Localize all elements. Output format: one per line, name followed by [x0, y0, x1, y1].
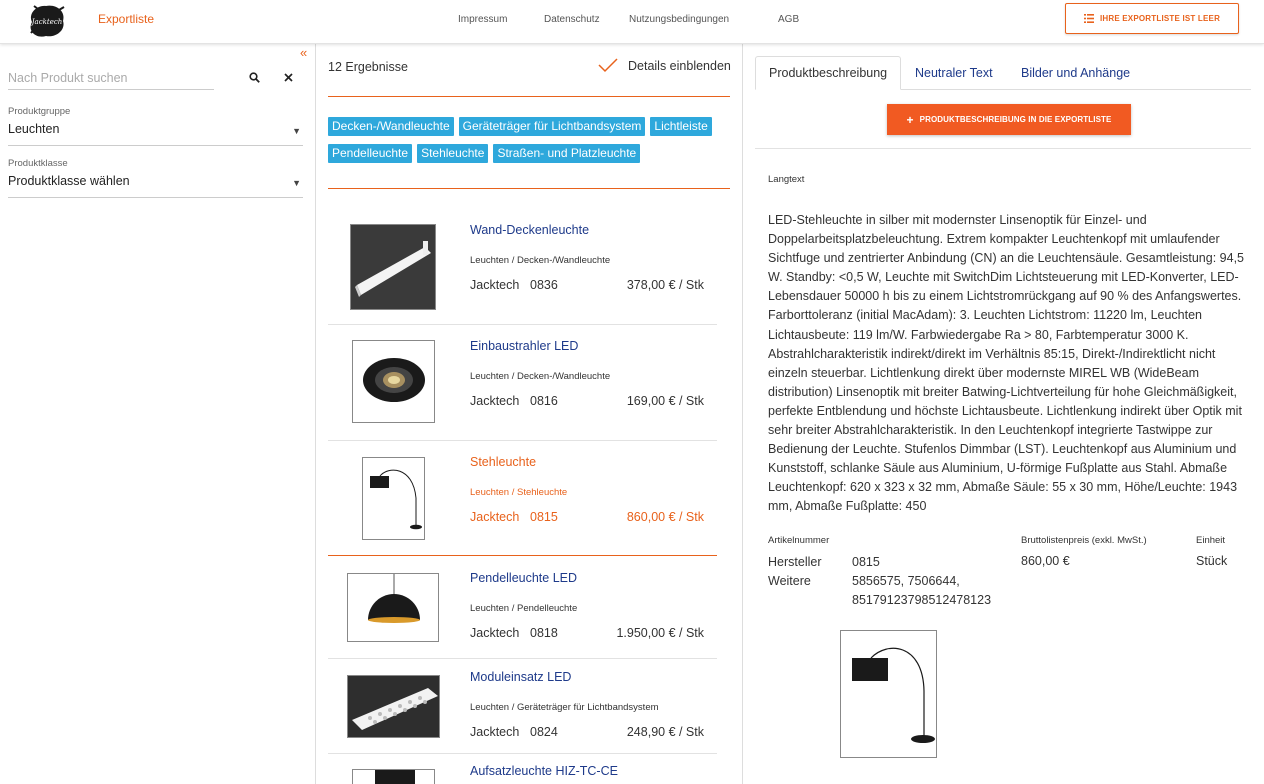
product-detail-panel	[743, 44, 1264, 784]
product-class-select[interactable]	[8, 174, 303, 198]
results-panel	[316, 44, 743, 784]
divider	[755, 148, 1251, 149]
product-class-label: Produktklasse	[8, 158, 68, 169]
product-thumbnail	[352, 340, 435, 423]
search-icon[interactable]	[246, 69, 262, 85]
further-value-line2: 8517912379851247812​3	[852, 593, 992, 607]
product-group-value: Leuchten	[8, 122, 60, 136]
item-title[interactable]: Aufsatzleuchte HIZ-TC-CE	[470, 764, 618, 778]
item-article-number: 0815	[530, 510, 558, 524]
list-icon	[1084, 14, 1094, 23]
chevron-down-icon: ▼	[292, 178, 301, 188]
item-price: 860,00 € / Stk	[626, 510, 704, 524]
item-category: Leuchten / Geräteträger für Lichtbandsystem	[470, 702, 659, 713]
tab-neutraler-text[interactable]: Neutraler Text	[915, 66, 993, 80]
item-price: 169,00 € / Stk	[626, 394, 704, 408]
item-article-number: 0836	[530, 278, 558, 292]
product-image[interactable]	[840, 630, 937, 758]
tab-bilder-anhaenge[interactable]: Bilder und Anhänge	[1021, 66, 1131, 80]
details-toggle-label: Details einblenden	[628, 58, 731, 73]
chip-stehleuchte[interactable]: Stehleuchte	[417, 144, 488, 163]
item-brand: Jacktech	[470, 725, 520, 739]
chip-decken-wandleuchte[interactable]: Decken-/Wandleuchte	[328, 117, 454, 136]
brand-logo[interactable]	[26, 2, 68, 40]
result-item[interactable]	[328, 659, 717, 754]
tab-produktbeschreibung[interactable]: Produktbeschreibung	[755, 56, 901, 90]
unit-label: Einheit	[1196, 535, 1226, 546]
product-class-value: Produktklasse wählen	[8, 174, 130, 188]
divider	[328, 188, 730, 189]
item-category: Leuchten / Decken-/Wandleuchte	[470, 371, 611, 382]
product-thumbnail	[362, 457, 425, 540]
item-article-number: 0818	[530, 626, 558, 640]
chevron-down-icon: ▼	[292, 126, 301, 136]
item-article-number: 0824	[530, 725, 558, 739]
manufacturer-label: Hersteller	[768, 555, 822, 569]
agb-link[interactable]: AGB	[778, 14, 800, 25]
product-group-label: Produktgruppe	[8, 106, 71, 117]
detail-tabs	[755, 56, 1251, 90]
item-title[interactable]: Wand-Deckenleuchte	[470, 223, 590, 237]
item-title[interactable]: Pendelleuchte LED	[470, 571, 578, 585]
langtext-label: Langtext	[768, 174, 805, 185]
result-item[interactable]	[328, 325, 717, 441]
product-thumbnail	[352, 769, 435, 784]
svg-text:Jacktech: Jacktech	[31, 18, 63, 26]
gross-price-value: 860,00 €	[1021, 554, 1070, 568]
top-bar	[0, 0, 1264, 44]
product-thumbnail	[347, 573, 439, 642]
chip-pendelleuchte[interactable]: Pendelleuchte	[328, 144, 412, 163]
item-category: Leuchten / Decken-/Wandleuchte	[470, 255, 611, 266]
unit-value: Stück	[1196, 554, 1228, 568]
details-toggle[interactable]	[598, 58, 731, 73]
category-chips	[328, 117, 733, 171]
product-thumbnail	[350, 224, 436, 310]
product-search-input[interactable]	[8, 66, 214, 90]
nutzungsbedingungen-link[interactable]: Nutzungsbedingungen	[629, 14, 730, 25]
further-value-line1: 5856575, 7506644,	[852, 574, 960, 588]
impressum-link[interactable]: Impressum	[458, 14, 508, 25]
datenschutz-link[interactable]: Datenschutz	[544, 14, 600, 25]
product-thumbnail	[347, 675, 440, 738]
item-price: 378,00 € / Stk	[626, 278, 704, 292]
further-label: Weitere	[768, 574, 811, 588]
item-brand: Jacktech	[470, 394, 520, 408]
chip-strassen-platzleuchte[interactable]: Straßen- und Platzleuchte	[493, 144, 640, 163]
plus-icon: +	[906, 112, 914, 127]
add-description-to-export-button[interactable]	[887, 104, 1131, 135]
item-category: Leuchten / Pendelleuchte	[470, 603, 578, 614]
item-title[interactable]: Moduleinsatz LED	[470, 670, 572, 684]
item-title[interactable]: Einbaustrahler LED	[470, 339, 579, 353]
add-description-label: PRODUKTBESCHREIBUNG IN DIE EXPORTLISTE	[919, 115, 1112, 124]
item-article-number: 0816	[530, 394, 558, 408]
gross-price-label: Bruttolistenpreis (exkl. MwSt.)	[1021, 535, 1147, 546]
item-brand: Jacktech	[470, 510, 520, 524]
langtext-body: LED-Stehleuchte in silber mit modernster Linsenoptik für Einzel- und Doppelarbeitsplatzbeleuchtung. Extrem kompakter Leuchtenkopf mit umlaufender Sichtfuge und zentrierter Anbindung (CN) an die Leuchtensäule. Gesamtleistung: 94,5 W. Standby: <0,5 W, Leuchte mit SwitchDim Lichtsteuerung mit LED-Konverter, LED-Lebensdauer 50000 h bis zu einem Lichtstromrückgang auf 90 % des Anfangswertes. Farborttoleranz (initial MacAdam): 3. Leuchten Lichtstrom: 11220 lm, Leuchten Lichtausbeute: 119 lm/W. Farbwiedergabe Ra > 80, Farbtemperatur 3000 K. Abstrahlcharakteristik indirekt/direkt im Verhältnis 85:15, Direkt-/Indirektlicht nicht einzeln steuerbar. Lichtlenkung direkt über modernste MIREL WB (WideBeam distribution) Linsenoptik mit breiter Batwing-Lichtverteilung für hohe Gleichmäßigkeit, perfekte Entblendung und höchste Lichtausbeute. Lichtlenkung indirekt über Optik mit sehr breiter Abstrahlcharakteristik. In den Leuchtenkopf integrierte Tastwippe zur Bedienung der Leuchte. Stufenlos Dimmbar (LST). Leuchtenkopf aus Aluminium und Kunststoff, schlanke Säule aus Aluminium, U-förmige Fußplatte aus Stahl. Abmaße Leuchtenkopf: 620 x 323 x 32 mm, Abmaße Säule: 55 x 30 mm, Höhe/Leuchte: 1943 mm, Abmaße Fußplatte: 450	[768, 213, 1244, 514]
chip-lichtleiste[interactable]: Lichtleiste	[650, 117, 711, 136]
item-brand: Jacktech	[470, 626, 520, 640]
manufacturer-value: 0815	[852, 555, 880, 569]
clear-search-icon[interactable]	[280, 69, 296, 85]
checkmark-icon	[598, 58, 618, 73]
result-item[interactable]	[328, 209, 717, 325]
item-title[interactable]: Stehleuchte	[470, 455, 537, 469]
collapse-sidebar-icon[interactable]: «	[300, 45, 308, 60]
item-price: 248,90 € / Stk	[626, 725, 704, 739]
item-category: Leuchten / Stehleuchte	[470, 487, 568, 498]
product-group-select[interactable]	[8, 122, 303, 146]
export-list-label: IHRE EXPORTLISTE IST LEER	[1099, 14, 1221, 23]
result-count: 12 Ergebnisse	[328, 60, 408, 74]
export-list-button[interactable]	[1065, 3, 1239, 34]
divider	[328, 96, 730, 97]
article-number-label: Artikelnummer	[768, 535, 830, 546]
filter-sidebar	[0, 44, 316, 784]
result-item[interactable]	[328, 754, 717, 784]
item-price: 1.950,00 € / Stk	[616, 626, 704, 640]
result-item-selected[interactable]	[328, 441, 717, 556]
result-item[interactable]	[328, 557, 717, 659]
nav-exportliste-link[interactable]: Exportliste	[98, 12, 155, 26]
item-brand: Jacktech	[470, 278, 520, 292]
chip-geraetetraeger[interactable]: Geräteträger für Lichtbandsystem	[459, 117, 646, 136]
